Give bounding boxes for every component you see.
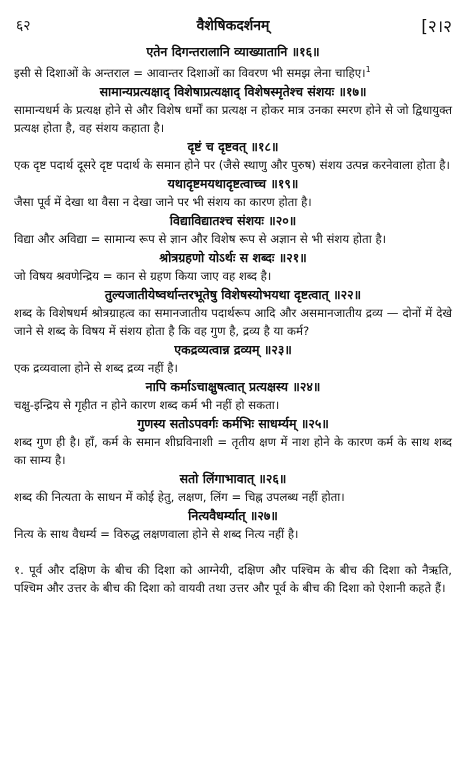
page-number: ६२: [16, 18, 31, 34]
commentary-22: शब्द के विशेषधर्म श्रोत्रग्राहत्व का समानजातीय पदार्थरूप आदि और असमानजातीय द्रव्य — दोनों में देखे जाने से शब्द के विषय में संशय होता है कि वह गुण है, द्रव्य है या कर्म?: [14, 305, 452, 338]
sutra-20: विद्याविद्यातश्च संशयः ॥२०॥: [169, 212, 297, 228]
sutra-27: नित्यवैधर्म्यात् ॥२७॥: [188, 507, 278, 523]
commentary-26: शब्द की नित्यता के साधन में कोई हेतु, लक्षण, लिंग = चिह्न उपलब्ध नहीं होता।: [14, 489, 345, 504]
text-body: [14, 42, 452, 597]
sutra-18: दृष्टं च दृष्टवत् ॥१८॥: [187, 138, 279, 154]
commentary-20: विद्या और अविद्या = सामान्य रूप से ज्ञान और विशेष रूप से अज्ञान से भी संशय होता है।: [14, 231, 387, 246]
footnote: १. पूर्व और दक्षिण के बीच की दिशा को आग्नेयी, दक्षिण और पश्चिम के बीच की दिशा को नैऋति, पश्चिम और उत्तर के बीच की दिशा को वायवी तथा उत्तर और पूर्व के बीच की दिशा को ऐशानी कहते हैं।: [14, 562, 452, 595]
sutra-19: यथादृष्टमयथादृष्टत्वाच्च ॥१९॥: [167, 175, 299, 191]
commentary-18: एक दृष्ट पदार्थ दूसरे दृष्ट पदार्थ के समान होने पर (जैसे स्थाणु और पुरुष) संशय उत्पन्न करनेवाला होता है।: [14, 157, 450, 172]
commentary-19: जैसा पूर्व में देखा था वैसा न देखा जाने पर भी संशय का कारण होता है।: [14, 194, 312, 209]
sutra-22: तुल्यजातीयेष्वर्थान्तरभूतेषु विशेषस्योभयथा दृष्टत्वात् ॥२२॥: [104, 286, 362, 302]
commentary-27: नित्य के साथ वैधर्म्य = विरुद्ध लक्षणवाला होने से शब्द नित्य नहीं है।: [14, 526, 299, 541]
footnote-reference[interactable]: 1: [365, 65, 371, 74]
commentary-24: चक्षु-इन्द्रिय से गृहीत न होने कारण शब्द कर्म भी नहीं हो सकता।: [14, 397, 280, 412]
commentary-23: एक द्रव्यवाला होने से शब्द द्रव्य नहीं है।: [14, 360, 178, 375]
sutra-23: एकद्रव्यत्वान्न द्रव्यम् ॥२३॥: [174, 341, 292, 357]
sutra-16: एतेन दिगन्तरालानि व्याख्यातानि ॥१६॥: [146, 44, 320, 59]
page-header: [14, 16, 452, 42]
sutra-21: श्रोत्रग्रहणो योऽर्थः स शब्दः ॥२१॥: [159, 249, 307, 265]
commentary-21: जो विषय श्रवणेन्द्रिय = कान से ग्रहण किया जाए वह शब्द है।: [14, 268, 272, 283]
commentary-16: इसी से दिशाओं के अन्तराल = आवान्तर दिशाओं का विवरण भी समझ लेना चाहिए।$^1$: [14, 65, 371, 80]
running-title: वैशेषिकदर्शनम्: [196, 18, 270, 34]
commentary-25: शब्द गुण ही है। हाँ, कर्म के समान शीघ्रविनाशी = तृतीय क्षण में नाश होने के कारण कर्म के साथ शब्द का साम्य है।: [14, 434, 452, 467]
sutra-25: गुणस्य सतोऽपवर्गः कर्मभिः साधर्म्यम् ॥२५॥: [137, 415, 329, 431]
commentary-17: सामान्यधर्म के प्रत्यक्ष होने से और विशेष धर्मों का प्रत्यक्ष न होकर मात्र उनका स्मरण होने से जो द्विधायुक्त प्रत्यक्ष होता है, वह संशय कहाता है।: [14, 102, 452, 135]
sutra-26: सतो लिंगाभावात् ॥२६॥: [179, 470, 287, 486]
sutra-17: सामान्यप्रत्यक्षाद् विशेषाप्रत्यक्षाद् विशेषस्मृतेश्च संशयः ॥१७॥: [99, 83, 367, 99]
section-marker: [२।२: [421, 17, 452, 37]
sutra-24: नापि कर्माऽचाक्षुषत्वात् प्रत्यक्षस्य ॥२४॥: [145, 378, 321, 394]
